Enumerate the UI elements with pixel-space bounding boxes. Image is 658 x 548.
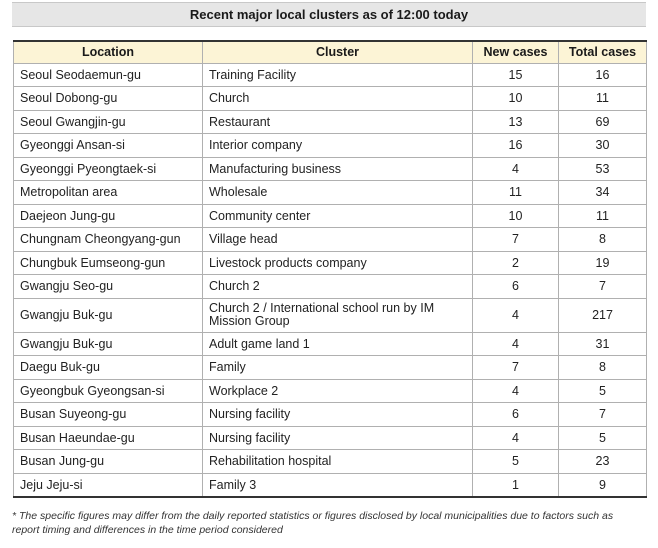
cell-new-cases: 1 bbox=[473, 473, 559, 497]
cell-cluster: Rehabilitation hospital bbox=[203, 450, 473, 474]
cell-cluster: Family 3 bbox=[203, 473, 473, 497]
cell-cluster: Village head bbox=[203, 228, 473, 252]
cell-total-cases: 69 bbox=[559, 110, 647, 134]
table-row bbox=[14, 63, 647, 87]
cell-new-cases: 4 bbox=[473, 157, 559, 181]
cell-total-cases: 11 bbox=[559, 204, 647, 228]
cell-location: Gyeongbuk Gyeongsan-si bbox=[14, 379, 203, 403]
cell-location: Busan Jung-gu bbox=[14, 450, 203, 474]
cell-total-cases: 7 bbox=[559, 275, 647, 299]
cell-cluster: Nursing facility bbox=[203, 403, 473, 427]
cell-new-cases: 4 bbox=[473, 332, 559, 356]
cell-total-cases: 19 bbox=[559, 251, 647, 275]
cell-location: Busan Haeundae-gu bbox=[14, 426, 203, 450]
cell-location: Chungnam Cheongyang-gun bbox=[14, 228, 203, 252]
cell-location: Seoul Dobong-gu bbox=[14, 87, 203, 111]
cell-total-cases: 34 bbox=[559, 181, 647, 205]
table-row bbox=[14, 298, 647, 332]
cell-location: Jeju Jeju-si bbox=[14, 473, 203, 497]
table-row bbox=[14, 426, 647, 450]
cell-location: Busan Suyeong-gu bbox=[14, 403, 203, 427]
table-row bbox=[14, 181, 647, 205]
cell-new-cases: 13 bbox=[473, 110, 559, 134]
cell-cluster: Adult game land 1 bbox=[203, 332, 473, 356]
cell-new-cases: 15 bbox=[473, 63, 559, 87]
table-row bbox=[14, 356, 647, 380]
table-row bbox=[14, 275, 647, 299]
cell-new-cases: 4 bbox=[473, 379, 559, 403]
cell-cluster: Community center bbox=[203, 204, 473, 228]
header-cluster: Cluster bbox=[203, 41, 473, 63]
table-row bbox=[14, 450, 647, 474]
cell-total-cases: 30 bbox=[559, 134, 647, 158]
cell-new-cases: 5 bbox=[473, 450, 559, 474]
cell-cluster: Manufacturing business bbox=[203, 157, 473, 181]
footnote: * The specific figures may differ from the daily reported statistics or figures disclosed by local municipalities due to factors such as report timing and differences in the time period considered bbox=[12, 510, 614, 536]
cell-location: Gyeonggi Pyeongtaek-si bbox=[14, 157, 203, 181]
table-row bbox=[14, 110, 647, 134]
cell-total-cases: 8 bbox=[559, 356, 647, 380]
cell-cluster: Church bbox=[203, 87, 473, 111]
cell-cluster: Restaurant bbox=[203, 110, 473, 134]
cell-total-cases: 217 bbox=[559, 298, 647, 332]
cell-cluster: Interior company bbox=[203, 134, 473, 158]
table-row bbox=[14, 379, 647, 403]
cell-location: Gwangju Seo-gu bbox=[14, 275, 203, 299]
table-row bbox=[14, 204, 647, 228]
cell-location: Chungbuk Eumseong-gun bbox=[14, 251, 203, 275]
cell-cluster: Workplace 2 bbox=[203, 379, 473, 403]
table-title: Recent major local clusters as of 12:00 today bbox=[12, 2, 646, 27]
table-row bbox=[14, 473, 647, 497]
cell-new-cases: 6 bbox=[473, 275, 559, 299]
table-header-row bbox=[14, 41, 647, 63]
table-row bbox=[14, 228, 647, 252]
table-row bbox=[14, 332, 647, 356]
cell-total-cases: 16 bbox=[559, 63, 647, 87]
cell-total-cases: 5 bbox=[559, 379, 647, 403]
cell-cluster: Wholesale bbox=[203, 181, 473, 205]
cell-location: Metropolitan area bbox=[14, 181, 203, 205]
cell-location: Gyeonggi Ansan-si bbox=[14, 134, 203, 158]
header-total-cases: Total cases bbox=[559, 41, 647, 63]
cell-total-cases: 31 bbox=[559, 332, 647, 356]
cell-cluster: Nursing facility bbox=[203, 426, 473, 450]
cell-cluster: Family bbox=[203, 356, 473, 380]
table-row bbox=[14, 403, 647, 427]
cell-location: Daejeon Jung-gu bbox=[14, 204, 203, 228]
cell-cluster: Livestock products company bbox=[203, 251, 473, 275]
table-row bbox=[14, 251, 647, 275]
table-row bbox=[14, 87, 647, 111]
cell-total-cases: 23 bbox=[559, 450, 647, 474]
cell-total-cases: 53 bbox=[559, 157, 647, 181]
header-new-cases: New cases bbox=[473, 41, 559, 63]
cell-new-cases: 10 bbox=[473, 87, 559, 111]
header-location: Location bbox=[14, 41, 203, 63]
cell-location: Gwangju Buk-gu bbox=[14, 332, 203, 356]
cell-location: Seoul Seodaemun-gu bbox=[14, 63, 203, 87]
cell-total-cases: 8 bbox=[559, 228, 647, 252]
cell-new-cases: 6 bbox=[473, 403, 559, 427]
cell-new-cases: 4 bbox=[473, 426, 559, 450]
cell-total-cases: 11 bbox=[559, 87, 647, 111]
clusters-table bbox=[13, 40, 647, 498]
cell-new-cases: 16 bbox=[473, 134, 559, 158]
cell-total-cases: 5 bbox=[559, 426, 647, 450]
cell-cluster: Church 2 / International school run by IM Mission Group bbox=[203, 298, 473, 332]
cell-total-cases: 7 bbox=[559, 403, 647, 427]
cell-new-cases: 10 bbox=[473, 204, 559, 228]
cell-cluster: Church 2 bbox=[203, 275, 473, 299]
cell-location: Seoul Gwangjin-gu bbox=[14, 110, 203, 134]
cell-new-cases: 7 bbox=[473, 356, 559, 380]
cell-new-cases: 11 bbox=[473, 181, 559, 205]
cell-new-cases: 4 bbox=[473, 298, 559, 332]
cell-location: Gwangju Buk-gu bbox=[14, 298, 203, 332]
cell-cluster: Training Facility bbox=[203, 63, 473, 87]
cell-location: Daegu Buk-gu bbox=[14, 356, 203, 380]
cell-total-cases: 9 bbox=[559, 473, 647, 497]
table-row bbox=[14, 134, 647, 158]
cell-new-cases: 7 bbox=[473, 228, 559, 252]
table-row bbox=[14, 157, 647, 181]
cell-new-cases: 2 bbox=[473, 251, 559, 275]
